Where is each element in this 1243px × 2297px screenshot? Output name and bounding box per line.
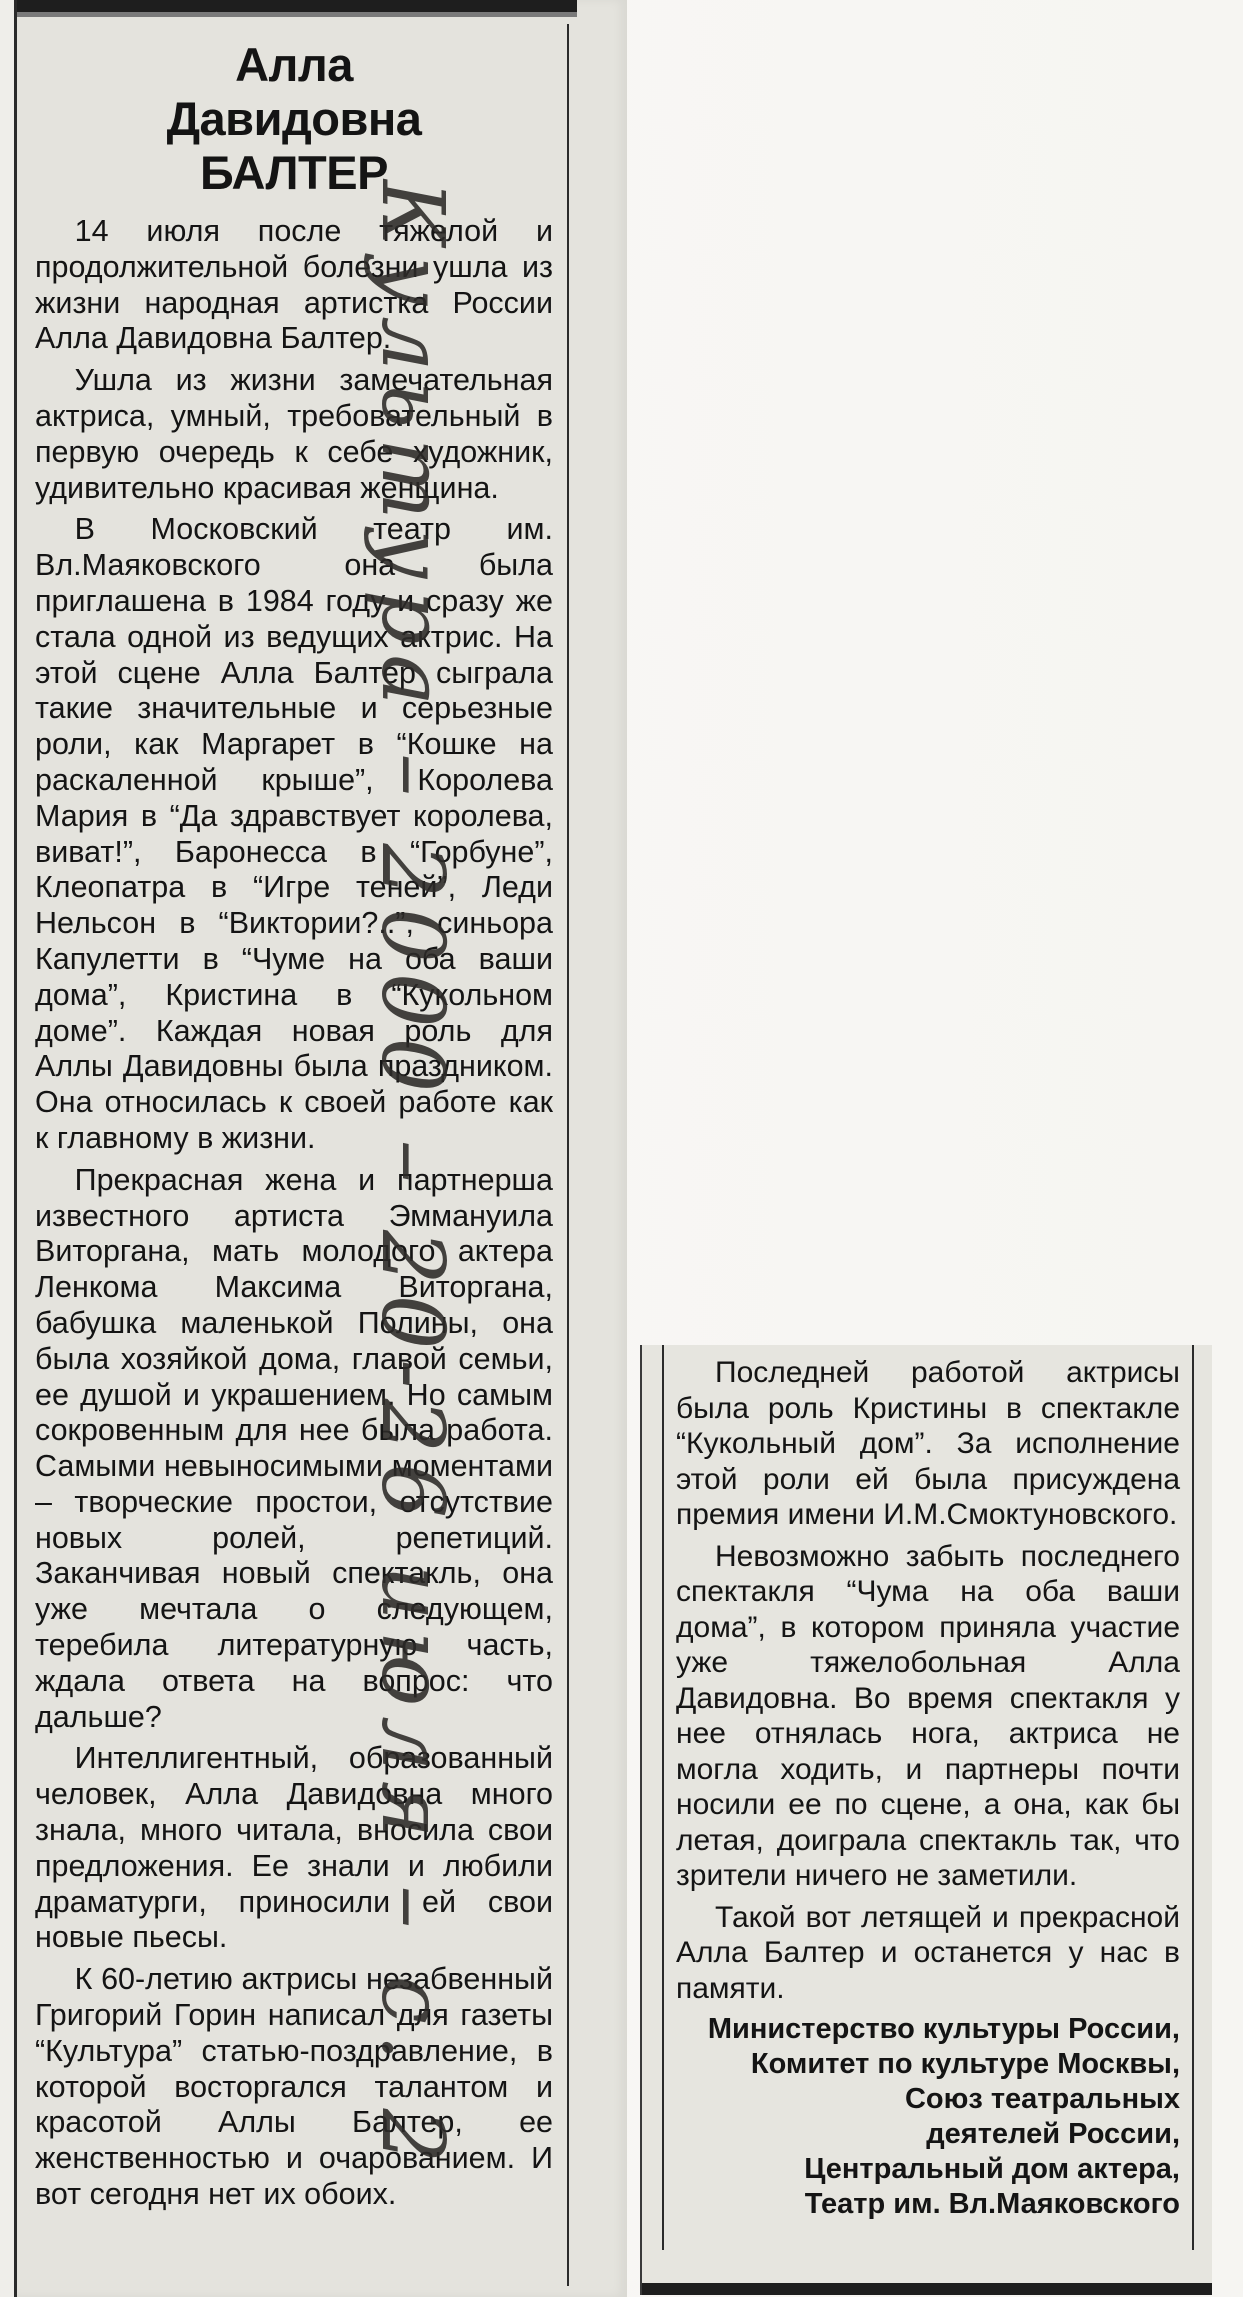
signature-line: Комитет по культуре Москвы, (750, 2048, 1180, 2080)
article-paragraph: Ушла из жизни замечательная актриса, умный, требовательный в первую очередь к себе художник, удивительно красивая женщина. (35, 363, 553, 505)
signature-line: Министерство культуры России, (707, 2013, 1180, 2045)
handwritten-source-note: Культура – 2000 – 20-26 июля – с. 2 (362, 180, 462, 2174)
top-rule (17, 0, 577, 12)
clipping-left (14, 0, 627, 2297)
signatures-block (676, 2012, 1180, 2222)
article-paragraph: Невозможно забыть последнего спектакля “Чума на оба ваши дома”, в котором приняла участие уже тяжелобольная Алла Давидовна. Во время спектакля у нее отнялась нога, актриса не могла ходить, и партнеры почти носили ее по сцене, а она, как бы летая, доиграла спектакль так, что зрители ничего не заметили. (676, 1539, 1180, 1892)
article-paragraph: Прекрасная жена и партнерша известного артиста Эммануила Виторгана, мать молодого актера Ленкома Максима Виторгана, бабушка маленькой Полины, она была хозяйкой дома, главой семьи, ее душой и украшением. Но самым сокровенным для нее была работа. Самыми невыносимыми моментами – творческие простои, отсутствие новых ролей, репетиций. Заканчивая новый спектакль, она уже мечтала о следующем, теребила литературную часть, ждала ответа на вопрос: что дальше? (35, 1162, 553, 1734)
signature-line: Театр им. Вл.Маяковского (804, 2188, 1180, 2220)
article-paragraph: 14 июля после тяжелой и продолжительной болезни ушла из жизни народная артистка России Алла Давидовна Балтер. (35, 214, 553, 356)
article-headline (35, 38, 553, 200)
headline-line: БАЛТЕР (200, 146, 388, 199)
clipping-right (640, 1345, 1212, 2295)
article-column-left (29, 24, 569, 2286)
article-column-right (662, 1345, 1194, 2250)
headline-line: Давидовна (166, 92, 422, 145)
article-paragraph: Такой вот летящей и прекрасной Алла Балтер и останется у нас в памяти. (676, 1900, 1180, 2005)
article-paragraph: В Московский театр им. Вл.Маяковского она была приглашена в 1984 году и сразу же стала одной из ведущих актрис. На этой сцене Алла Балтер сыграла такие значительные и серьезные роли, как Маргарет в “Кошке на раскаленной крыше”, Королева Мария в “Да здравствует королева, виват!”, Баронесса в “Горбуне”, Клеопатра в “Игре теней”, Леди Нельсон в “Виктории?..”, синьора Капулетти в “Чуме на оба ваши дома”, Кристина в “Кукольном доме”. Каждая новая роль для Аллы Давидовны была праздником. Она относилась к своей работе как к главному в жизни. (35, 512, 553, 1155)
article-body-left (35, 214, 553, 2213)
top-rule-gray (17, 12, 577, 17)
signature-line: деятелей России, (926, 2118, 1180, 2150)
article-body-right (676, 1355, 1180, 2006)
bottom-rule (642, 2283, 1212, 2295)
headline-line: Алла (235, 38, 353, 91)
article-paragraph: Интеллигентный, образованный человек, Алла Давидовна много знала, много читала, вносила свои предложения. Ее знали и любили драматурги, приносили ей свои новые пьесы. (35, 1741, 553, 1955)
signature-line: Центральный дом актера, (804, 2153, 1180, 2185)
article-paragraph: Последней работой актрисы была роль Кристины в спектакле “Кукольный дом”. За исполнение этой роли ей была присуждена премия имени И.М.Смоктуновского. (676, 1356, 1180, 1531)
article-paragraph: К 60-летию актрисы незабвенный Григорий Горин написал для газеты “Культура” статью-поздравление, в которой восторгался талантом и красотой Аллы Балтер, ее женственностью и очарованием. И вот сегодня нет их обоих. (35, 1962, 553, 2212)
signature-line: Союз театральных (904, 2083, 1180, 2115)
